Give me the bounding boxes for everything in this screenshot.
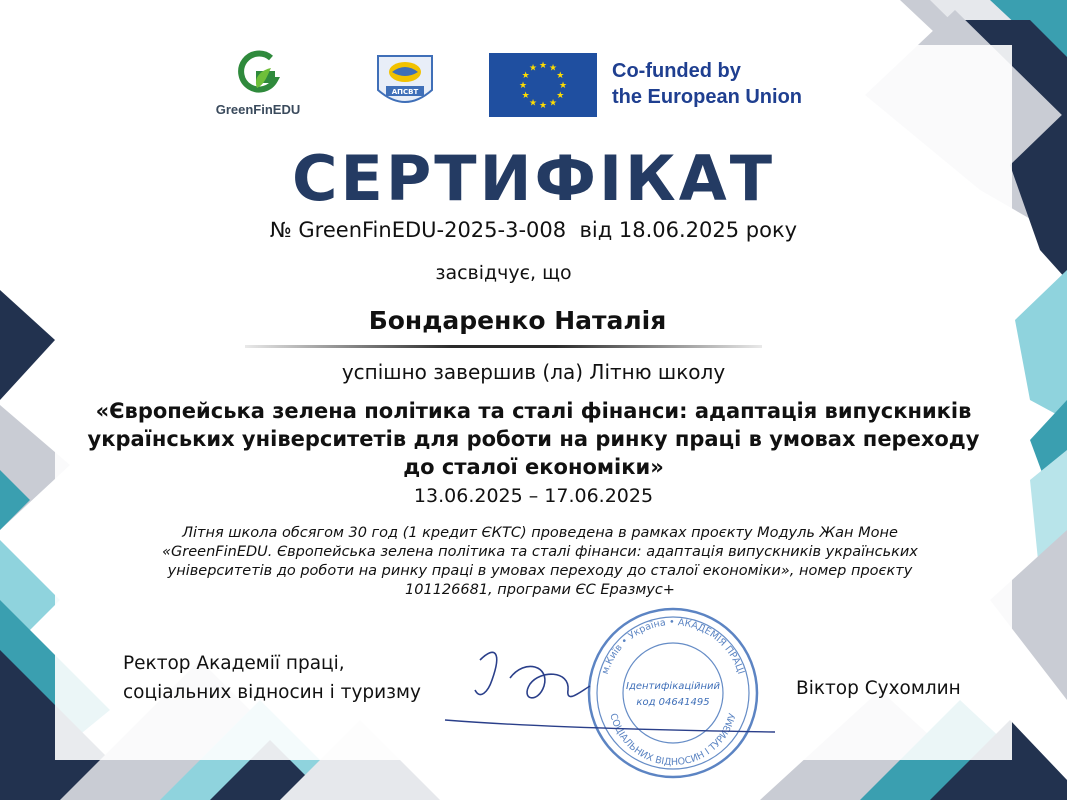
eu-star-icon: ★ xyxy=(518,81,528,91)
course-title: «Європейська зелена політика та сталі фінанси: адаптація випускників українських університетів для роботи на ринку праці в умовах переходу до сталої економіки» xyxy=(87,399,980,479)
project-note: Літня школа обсягом 30 год (1 кредит ЄКТС) проведена в рамках проєкту Модуль Жан Моне «GreenFinEDU. Європейська зелена політика та сталі фінанси: адаптація випускників українських університетів до роботи на ринку праці в умовах переходу до сталої економіки», номер проєкту 101126681, програми ЄС Еразмус+ xyxy=(162,525,918,598)
course-dates: 13.06.2025 – 17.06.2025 xyxy=(413,485,654,507)
eu-star-icon: ★ xyxy=(528,98,538,109)
eu-star-icon: ★ xyxy=(538,101,548,111)
eu-flag-icon xyxy=(489,53,597,117)
handwritten-signature xyxy=(440,630,780,750)
certificate-number: № GreenFinEDU-2025-3-008 від 18.06.2025 року xyxy=(269,218,798,242)
stamp-center-line1: Ідентифікаційний xyxy=(626,681,720,692)
eu-star-icon: ★ xyxy=(521,71,530,81)
eu-star-icon: ★ xyxy=(556,71,565,81)
eu-star-icon: ★ xyxy=(558,81,568,91)
eu-star-icon: ★ xyxy=(556,91,565,101)
eu-star-icon: ★ xyxy=(521,91,530,101)
certificate-title: СЕРТИФІКАТ xyxy=(292,142,775,215)
signer-name: Віктор Сухомлин xyxy=(796,678,961,699)
eu-text-line2: the European Union xyxy=(612,86,802,108)
stamp-top-text: м.Київ • Україна • АКАДЕМІЯ ПРАЦІ xyxy=(599,616,747,676)
rector-title-line1: Ректор Академії праці, xyxy=(123,653,345,674)
greenfinedu-logo xyxy=(193,44,323,122)
certifies-text: засвідчує, що xyxy=(435,262,572,284)
eu-cofunded-text xyxy=(612,58,872,110)
stamp-bottom-text: СОЦІАЛЬНИХ ВІДНОСИН І ТУРИЗМУ xyxy=(607,712,739,769)
eu-star-icon: ★ xyxy=(548,98,558,109)
name-underline xyxy=(245,345,762,348)
greenfinedu-logo-label: GreenFinEDU xyxy=(215,102,301,117)
apsvt-logo-label: АПСВТ xyxy=(391,88,419,96)
greenfinedu-g-icon xyxy=(231,48,285,98)
rector-title xyxy=(123,649,453,707)
recipient-name: Бондаренко Наталія xyxy=(368,306,667,335)
eu-star-icon: ★ xyxy=(538,61,548,71)
apsvt-emblem-icon xyxy=(372,46,438,116)
eu-star-icon: ★ xyxy=(528,63,538,74)
rector-title-line2: соціальних відносин і туризму xyxy=(123,682,421,703)
eu-text-line1: Co-funded by xyxy=(612,60,741,82)
stamp-center-line2: код 04641495 xyxy=(636,697,710,708)
completion-text: успішно завершив (ла) Літню школу xyxy=(341,360,726,384)
eu-star-icon: ★ xyxy=(548,63,558,74)
